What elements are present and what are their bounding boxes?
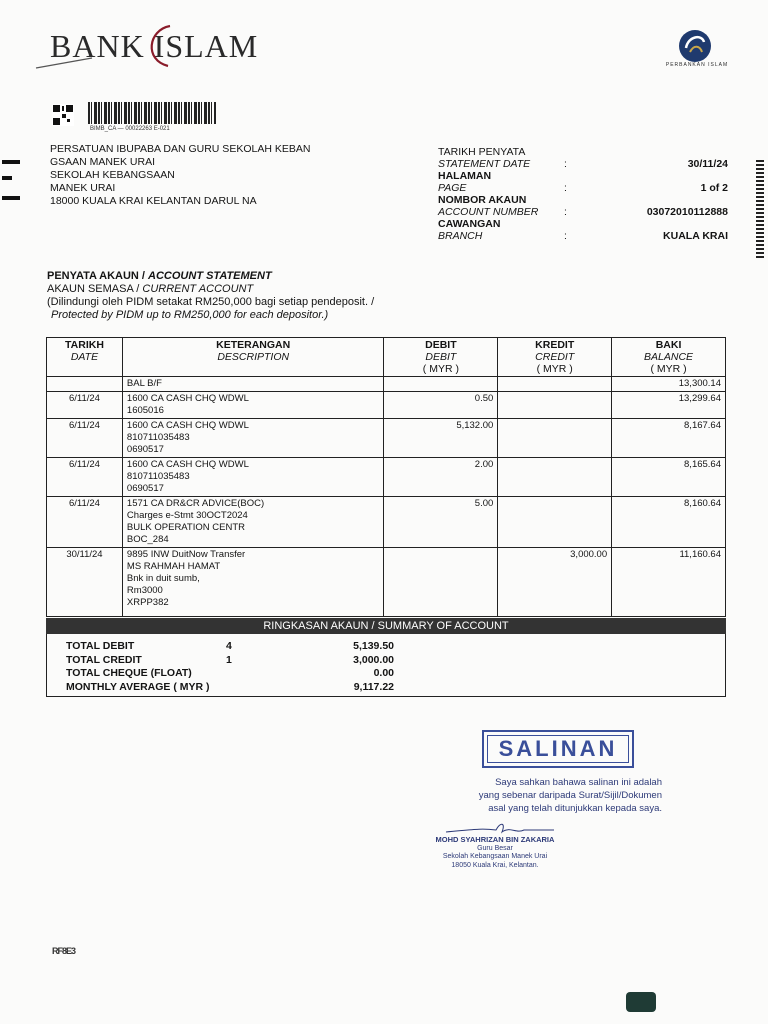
summary-row: TOTAL CREDIT 1 3,000.00 <box>66 653 394 666</box>
row-date: 6/11/24 <box>47 458 123 497</box>
qr-code-icon <box>52 104 74 126</box>
row-debit <box>384 548 498 617</box>
balance-header: BAKI BALANCE ( MYR ) <box>612 338 726 377</box>
row-description <box>122 497 384 548</box>
copy-stamp <box>482 730 634 768</box>
branch-name: KUALA KRAI <box>663 230 728 242</box>
bf-balance: 13,300.14 <box>612 377 726 392</box>
description-line: 1571 CA DR&CR ADVICE(BOC) <box>126 498 265 509</box>
row-debit: 2.00 <box>384 458 498 497</box>
page-number: 1 of 2 <box>700 182 728 194</box>
address-line: MANEK URAI <box>50 182 116 194</box>
page-label-en: PAGE <box>438 182 467 194</box>
bank-name: BANK ISLAM <box>50 28 259 64</box>
edge-mark <box>2 196 20 200</box>
row-balance: 8,167.64 <box>612 419 726 458</box>
statement-date: 30/11/24 <box>687 158 728 170</box>
stamp-word: SALINAN <box>487 735 629 763</box>
row-debit: 5.00 <box>384 497 498 548</box>
signer-address: 18050 Kuala Krai, Kelantan. <box>451 861 539 869</box>
description-header: KETERANGAN DESCRIPTION <box>122 338 384 377</box>
address-line: GSAAN MANEK URAI <box>50 156 156 168</box>
row-debit: 5,132.00 <box>384 419 498 458</box>
date-header: TARIKH DATE <box>47 338 123 377</box>
description-line: Charges e-Stmt 30OCT2024 <box>126 510 248 521</box>
credit-header: KREDIT CREDIT ( MYR ) <box>498 338 612 377</box>
description-line: 0690517 <box>126 483 164 494</box>
table-header <box>47 338 726 377</box>
row-description <box>122 419 384 458</box>
row-date: 30/11/24 <box>47 548 123 617</box>
summary-list <box>66 640 394 694</box>
statement-date-label-en: STATEMENT DATE <box>438 158 531 170</box>
statement-date-label: TARIKH PENYATA <box>438 146 526 158</box>
certification-text: Saya sahkan bahawa salinan ini adalah yang sebenar daripada Surat/Sijil/Dokumen asal yang telah ditunjukkan kepada saya. <box>478 777 662 814</box>
row-credit <box>498 458 612 497</box>
description-line: 1600 CA CASH CHQ WDWL <box>126 393 249 404</box>
table-row <box>47 458 726 497</box>
row-date: 6/11/24 <box>47 392 123 419</box>
transactions-table <box>46 337 726 617</box>
description-line: 0690517 <box>126 444 164 455</box>
account-number-label-en: ACCOUNT NUMBER <box>438 206 539 218</box>
address-line: 18000 KUALA KRAI KELANTAN DARUL NA <box>50 195 257 207</box>
debit-header: DEBIT DEBIT ( MYR ) <box>384 338 498 377</box>
address-line: SEKOLAH KEBANGSAAN <box>50 169 175 181</box>
account-type-en: CURRENT ACCOUNT <box>142 283 254 295</box>
description-line: Bnk in duit sumb, <box>126 573 200 584</box>
statement-title-en: ACCOUNT STATEMENT <box>148 270 272 282</box>
account-type: AKAUN SEMASA / <box>47 283 143 295</box>
corner-badge <box>626 992 656 1012</box>
row-credit <box>498 497 612 548</box>
description-line: 1600 CA CASH CHQ WDWL <box>126 459 249 470</box>
table-row <box>47 392 726 419</box>
pidm-note: (Dilindungi oleh PIDM setakat RM250,000 bagi setiap pendeposit. / <box>47 296 375 308</box>
table-row-bf <box>47 377 726 392</box>
branch-label-en: BRANCH <box>438 230 483 242</box>
statement-title: PENYATA AKAUN / <box>47 270 149 282</box>
description-line: 810711035483 <box>126 471 190 482</box>
signer-school: Sekolah Kebangsaan Manek Urai <box>442 853 548 860</box>
edge-barcode <box>756 160 764 260</box>
row-description <box>122 392 384 419</box>
table-row <box>47 548 726 617</box>
row-debit: 0.50 <box>384 392 498 419</box>
account-number-label: NOMBOR AKAUN <box>438 194 527 206</box>
barcode-text: BIMB_CA — 00022263 E-021 <box>90 126 170 132</box>
signer-name: MOHD SYAHRIZAN BIN ZAKARIA <box>435 835 555 844</box>
description-line: 810711035483 <box>126 432 190 443</box>
summary-row: MONTHLY AVERAGE ( MYR ) 9,117.22 <box>66 680 394 693</box>
barcode <box>88 102 216 124</box>
table-row <box>47 419 726 458</box>
footer-mark: RF8E3 <box>52 946 76 956</box>
summary-row: TOTAL DEBIT 4 5,139.50 <box>66 640 394 652</box>
logo-swoosh-icon <box>34 54 94 70</box>
edge-mark <box>2 160 20 164</box>
account-number: 03072010112888 <box>646 206 728 218</box>
description-line: BULK OPERATION CENTR <box>126 522 245 533</box>
table-row <box>47 497 726 548</box>
signer-title: Guru Besar <box>477 844 513 852</box>
row-balance: 8,165.64 <box>612 458 726 497</box>
bank-seal-icon <box>668 26 722 80</box>
statement-info: TARIKH PENYATA STATEMENT DATE : 30/11/24 HALAMAN PAGE : 1 of 2 NOMBOR AKAUN ACCOUNT NUMBER : 03072010112888 CAWANGAN BRANCH : KUALA KRAI <box>438 146 728 242</box>
statement-intro <box>47 270 374 322</box>
summary-title: RINGKASAN AKAUN / SUMMARY OF ACCOUNT <box>46 618 726 634</box>
logo-arc-icon <box>130 20 190 70</box>
description-line: BOC_284 <box>126 534 169 545</box>
signer-block <box>420 836 570 870</box>
edge-mark <box>2 176 12 180</box>
summary-row: TOTAL CHEQUE (FLOAT) 0.00 <box>66 667 394 679</box>
row-credit: 3,000.00 <box>498 548 612 617</box>
description-line: XRPP382 <box>126 597 169 608</box>
row-date: 6/11/24 <box>47 419 123 458</box>
row-description <box>122 458 384 497</box>
row-balance: 11,160.64 <box>612 548 726 617</box>
branch-label: CAWANGAN <box>438 218 501 230</box>
row-balance: 13,299.64 <box>612 392 726 419</box>
pidm-note-en: Protected by PIDM up to RM250,000 for each depositor.) <box>51 309 329 321</box>
row-credit <box>498 392 612 419</box>
address-line: PERSATUAN IBUPABA DAN GURU SEKOLAH KEBAN <box>50 143 311 155</box>
description-line: Rm3000 <box>126 585 163 596</box>
row-description <box>122 548 384 617</box>
row-credit <box>498 419 612 458</box>
description-line: 1605016 <box>126 405 164 416</box>
mailing-address <box>50 143 310 208</box>
bf-description: BAL B/F <box>122 377 384 392</box>
page-label: HALAMAN <box>438 170 492 182</box>
description-line: 1600 CA CASH CHQ WDWL <box>126 420 249 431</box>
seal-caption: PERBANKAN ISLAM <box>665 62 729 68</box>
row-date: 6/11/24 <box>47 497 123 548</box>
description-line: MS RAHMAH HAMAT <box>126 561 221 572</box>
description-line: 9895 INW DuitNow Transfer <box>126 549 246 560</box>
row-balance: 8,160.64 <box>612 497 726 548</box>
